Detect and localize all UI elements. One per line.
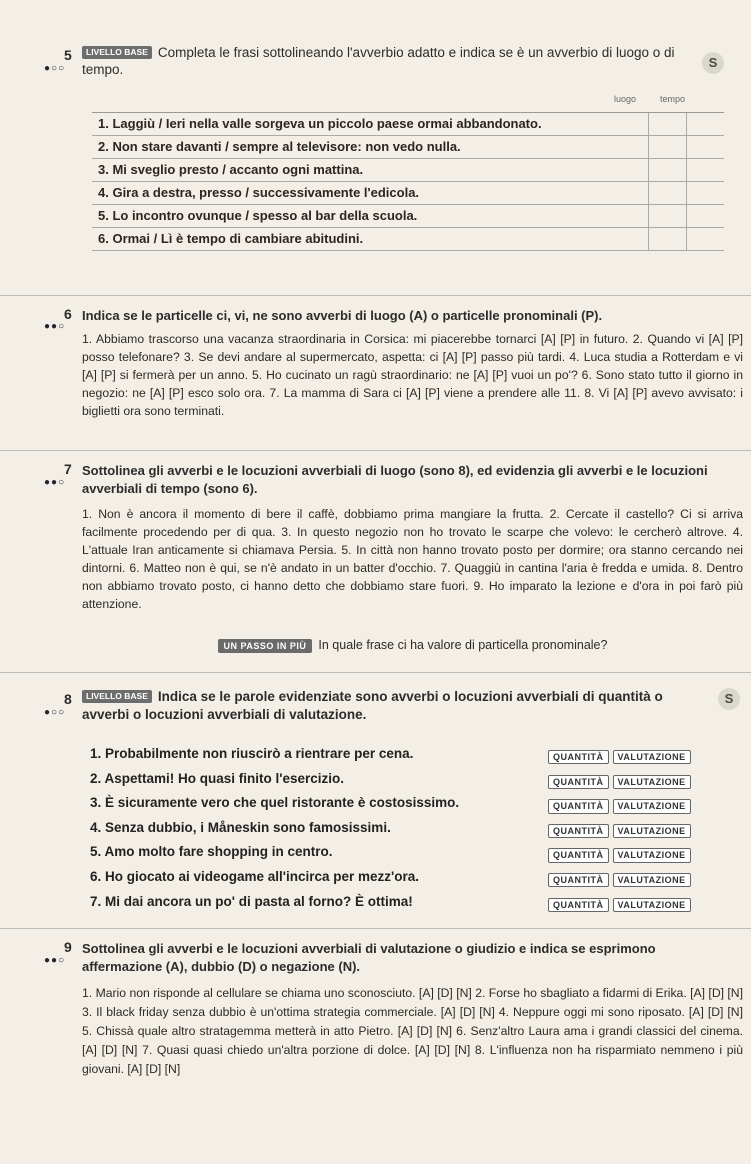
quantita-option[interactable]: QUANTITÀ	[548, 848, 609, 862]
list-item: 6. Ho giocato ai videogame all'incirca per mezz'ora. QUANTITÀ VALUTAZIONE	[90, 868, 739, 893]
exercise-title: Sottolinea gli avverbi e le locuzioni avverbiali di valutazione o giudizio e indica se esprimono affermazione (A), dubbio (D) o negazione (N).	[82, 941, 656, 974]
list-item: 5. Amo molto fare shopping in centro. QUANTITÀ VALUTAZIONE	[90, 843, 739, 868]
luogo-cell[interactable]	[648, 159, 686, 182]
item-list	[90, 745, 739, 917]
luogo-cell[interactable]	[648, 205, 686, 228]
valutazione-option[interactable]: VALUTAZIONE	[613, 750, 691, 764]
luogo-cell[interactable]	[648, 136, 686, 159]
quantita-option[interactable]: QUANTITÀ	[548, 898, 609, 912]
tempo-cell[interactable]	[686, 136, 724, 159]
valutazione-option[interactable]: VALUTAZIONE	[613, 799, 691, 813]
quantita-option[interactable]: QUANTITÀ	[548, 750, 609, 764]
quantita-option[interactable]: QUANTITÀ	[548, 799, 609, 813]
level-icon: S	[702, 52, 724, 74]
tempo-cell[interactable]	[686, 159, 724, 182]
list-item: 4. Senza dubbio, i Måneskin sono famosissimi. QUANTITÀ VALUTAZIONE	[90, 819, 739, 844]
exercise-title: Sottolinea gli avverbi e le locuzioni avverbiali di luogo (sono 8), ed evidenzia gli avverbi e le locuzioni avverbiali di tempo (sono 6).	[82, 463, 708, 496]
exercise-title: Indica se le particelle ci, vi, ne sono avverbi di luogo (A) o particelle pronominali (P).	[82, 308, 603, 323]
valutazione-option[interactable]: VALUTAZIONE	[613, 898, 691, 912]
table-row: 3. Mi sveglio presto / accanto ogni mattina.	[92, 159, 724, 182]
exercise-title: LIVELLO BASE Indica se le parole evidenziate sono avverbi o locuzioni avverbiali di quantità o avverbi o locuzioni avverbiali di valutazione.	[82, 689, 663, 722]
table-row: 5. Lo incontro ovunque / spesso al bar della scuola.	[92, 205, 724, 228]
list-item: 7. Mi dai ancora un po' di pasta al forno? È ottima! QUANTITÀ VALUTAZIONE	[90, 893, 739, 918]
exercise-text: 1. Mario non risponde al cellulare se chiama uno sconosciuto. [A] [D] [N] 2. Forse ho sbagliato a fidarmi di Erika. [A] [D] [N] 3. Il black friday senza dubbio è un'ottima strategia commerciale. [A] [D] [N] 4. Neppure oggi mi sono riposato. [A] [D] [N] 5. Chissà quale altro stratagemma metterà in atto Pietro. [A] [D] [N] 6. Senz'altro Laura ama i grandi classici del cinema. [A] [D] [N] 7. Quasi quasi chiedo un'altra porzione di dolce. [A] [D] [N] 8. L'influenza non ha risparmiato nemmeno i più giovani. [A] [D] [N]	[82, 986, 743, 1076]
exercise-number: 6	[64, 306, 72, 322]
luogo-cell[interactable]	[648, 113, 686, 136]
valutazione-option[interactable]: VALUTAZIONE	[613, 848, 691, 862]
exercise-number: 9	[64, 939, 72, 955]
list-item: 1. Probabilmente non riuscirò a rientrare per cena. QUANTITÀ VALUTAZIONE	[90, 745, 739, 770]
divider	[0, 295, 751, 296]
table-row: 2. Non stare davanti / sempre al televisore: non vedo nulla.	[92, 136, 724, 159]
tempo-cell[interactable]	[686, 113, 724, 136]
divider	[0, 672, 751, 673]
table-row: 6. Ormai / Lì è tempo di cambiare abitudini.	[92, 228, 724, 251]
difficulty-dots: ●●○	[44, 321, 66, 332]
list-item: 2. Aspettami! Ho quasi finito l'esercizio. QUANTITÀ VALUTAZIONE	[90, 770, 739, 795]
tempo-cell[interactable]	[686, 205, 724, 228]
valutazione-option[interactable]: VALUTAZIONE	[613, 873, 691, 887]
tempo-cell[interactable]	[686, 182, 724, 205]
divider	[0, 928, 751, 929]
level-icon: S	[718, 688, 740, 710]
column-header-luogo: luogo	[614, 94, 637, 104]
difficulty-dots: ●○○	[44, 63, 66, 74]
level-badge: LIVELLO BASE	[82, 46, 152, 59]
valutazione-option[interactable]: VALUTAZIONE	[613, 775, 691, 789]
table-row: 1. Laggiù / Ieri nella valle sorgeva un piccolo paese ormai abbandonato.	[92, 113, 724, 136]
valutazione-option[interactable]: VALUTAZIONE	[613, 824, 691, 838]
difficulty-dots: ●●○	[44, 477, 66, 488]
luogo-cell[interactable]	[648, 182, 686, 205]
exercise-text: 1. Non è ancora il momento di bere il caffè, dobbiamo prima mangiare la frutta. 2. Cercate il castello? Ci si arriva facilmente procedendo per di qua. 3. In questo negozio non ho trovato le scarpe che volevo: le cercherò altrove. 4. L'attuale Iran anticamente si chiamava Persia. 5. In città non hanno trovato posto per dormire; ora stanno cercando nei dintorni. 6. Matteo non è qui, se n'è andato in un batter d'occhio. 7. Quaggiù in cantina l'aria è fredda e umida. 8. Dentro non abbiamo trovato posto, ci hanno detto che dobbiamo stare fuori. 9. Ho imparato la lezione e d'ora in poi farò più attenzione.	[82, 507, 743, 612]
quantita-option[interactable]: QUANTITÀ	[548, 873, 609, 887]
list-item: 3. È sicuramente vero che quel ristorante è costosissimo. QUANTITÀ VALUTAZIONE	[90, 794, 739, 819]
level-badge: LIVELLO BASE	[82, 690, 152, 703]
exercise-number: 5	[64, 47, 72, 63]
exercise-number: 7	[64, 461, 72, 477]
difficulty-dots: ●●○	[44, 955, 66, 966]
extra-banner: UN PASSO IN PIÙ	[218, 639, 313, 653]
luogo-cell[interactable]	[648, 228, 686, 251]
tempo-cell[interactable]	[686, 228, 724, 251]
answer-table	[92, 94, 724, 251]
exercise-number: 8	[64, 691, 72, 707]
quantita-option[interactable]: QUANTITÀ	[548, 775, 609, 789]
difficulty-dots: ●○○	[44, 707, 66, 718]
extra-question: UN PASSO IN PIÙ In quale frase ci ha valore di particella pronominale?	[82, 637, 743, 654]
quantita-option[interactable]: QUANTITÀ	[548, 824, 609, 838]
exercise-text: 1. Abbiamo trascorso una vacanza straordinaria in Corsica: mi piacerebbe tornarci [A] [P] in futuro. 2. Quando vi [A] [P] posso telefonare? 3. Se devi andare al supermercato, aspetta: ci [A] [P] passo più tardi. 4. Luca studia a Rotterdam e vi [A] [P] si fermerà per un anno. 5. Ho cucinato un ragù straordinario: ne [A] [P] vuoi un po'? 6. Sono stato tutto il giorno in negozio: ne [A] [P] esco solo ora. 7. La mamma di Sara ci [A] [P] viene a prendere alle 11. 8. Vi [A] [P] avevo avvisato: i biglietti ora sono terminati.	[82, 332, 743, 419]
divider	[0, 450, 751, 451]
table-row: 4. Gira a destra, presso / successivamente l'edicola.	[92, 182, 724, 205]
exercise-title: LIVELLO BASE Completa le frasi sottolineando l'avverbio adatto e indica se è un avverbio di luogo o di tempo.	[82, 45, 675, 77]
column-header-tempo: tempo	[660, 94, 686, 104]
